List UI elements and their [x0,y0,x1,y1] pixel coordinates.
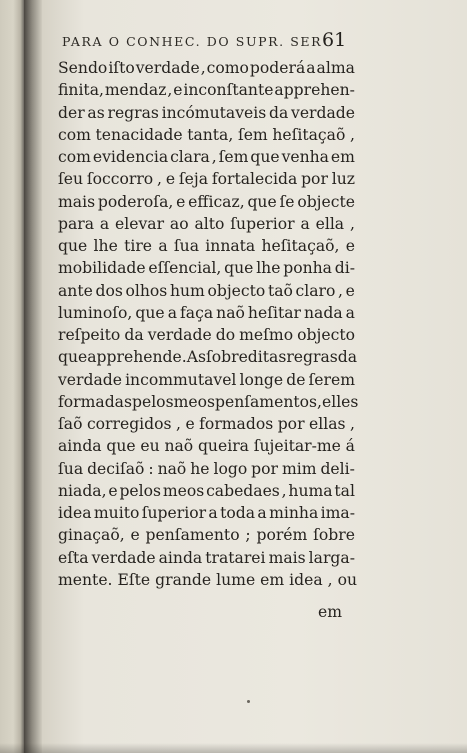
text-line: finita, mendaz , e inconſtante apprehen- [58,81,355,100]
text-line: com evidencia clara , ſem que venha em [58,148,355,166]
page-bottom-shadow [0,743,467,753]
text-line: que lhe tire a ſua innata heſitaçaõ, e [58,237,355,255]
text-line: der as regras incómutaveis da verdade [58,103,355,122]
book-gutter-shadow [24,0,42,753]
running-head: PARA O CONHEC. DO SUPR. SER [62,34,323,49]
text-line: reſpeito da verdade do meſmo objecto [58,326,355,344]
text-line: ſua deciſaõ : naõ he logo por mim deli- [58,459,355,478]
text-line: eſta verdade ainda tratarei mais larga- [58,548,355,567]
text-line: formadas pelos meos penſamentos, elles [58,392,359,411]
text-line: ante dos olhos hum objecto taõ claro , e [58,281,355,300]
page-number: 61 [322,29,347,51]
text-line: para a elevar ao alto ſuperior a ella , [58,214,355,233]
text-line: ginaçaõ, e penſamento ; porém ſobre [58,526,355,545]
text-line: niada, e pelos meos cabedaes , huma tal [58,481,355,500]
text-line: que apprehende. As ſobreditas regras da [58,348,358,367]
text-line: idea muito ſuperior a toda a minha ima- [58,504,355,522]
text-line: luminoſo, que a faça naõ heſitar nada a [58,303,355,322]
text-line: ſeu ſoccorro , e ſeja fortalecida por luz [58,170,355,189]
text-line: Sendo iſto verdade , como poderá a alma [58,59,355,77]
text-line: ainda que eu naõ queira ſujeitar-me á [58,437,355,456]
body-text [58,57,359,591]
text-line: mobilidade eſſencial, que lhe ponha di- [58,259,355,278]
paper-speck [247,700,250,703]
text-line: ſaõ corregidos , e formados por ellas , [58,415,355,433]
text-line: mente. Eſte grande lume em idea , ou [58,570,358,589]
text-line: verdade incommutavel longe de ſerem [58,370,355,389]
text-line: com tenacidade tanta, ſem heſitaçaõ , [58,125,355,144]
facing-page-edge [0,0,24,753]
catchword: em [318,603,343,621]
text-line: mais poderoſa, e efficaz, que ſe objecte [58,192,355,211]
